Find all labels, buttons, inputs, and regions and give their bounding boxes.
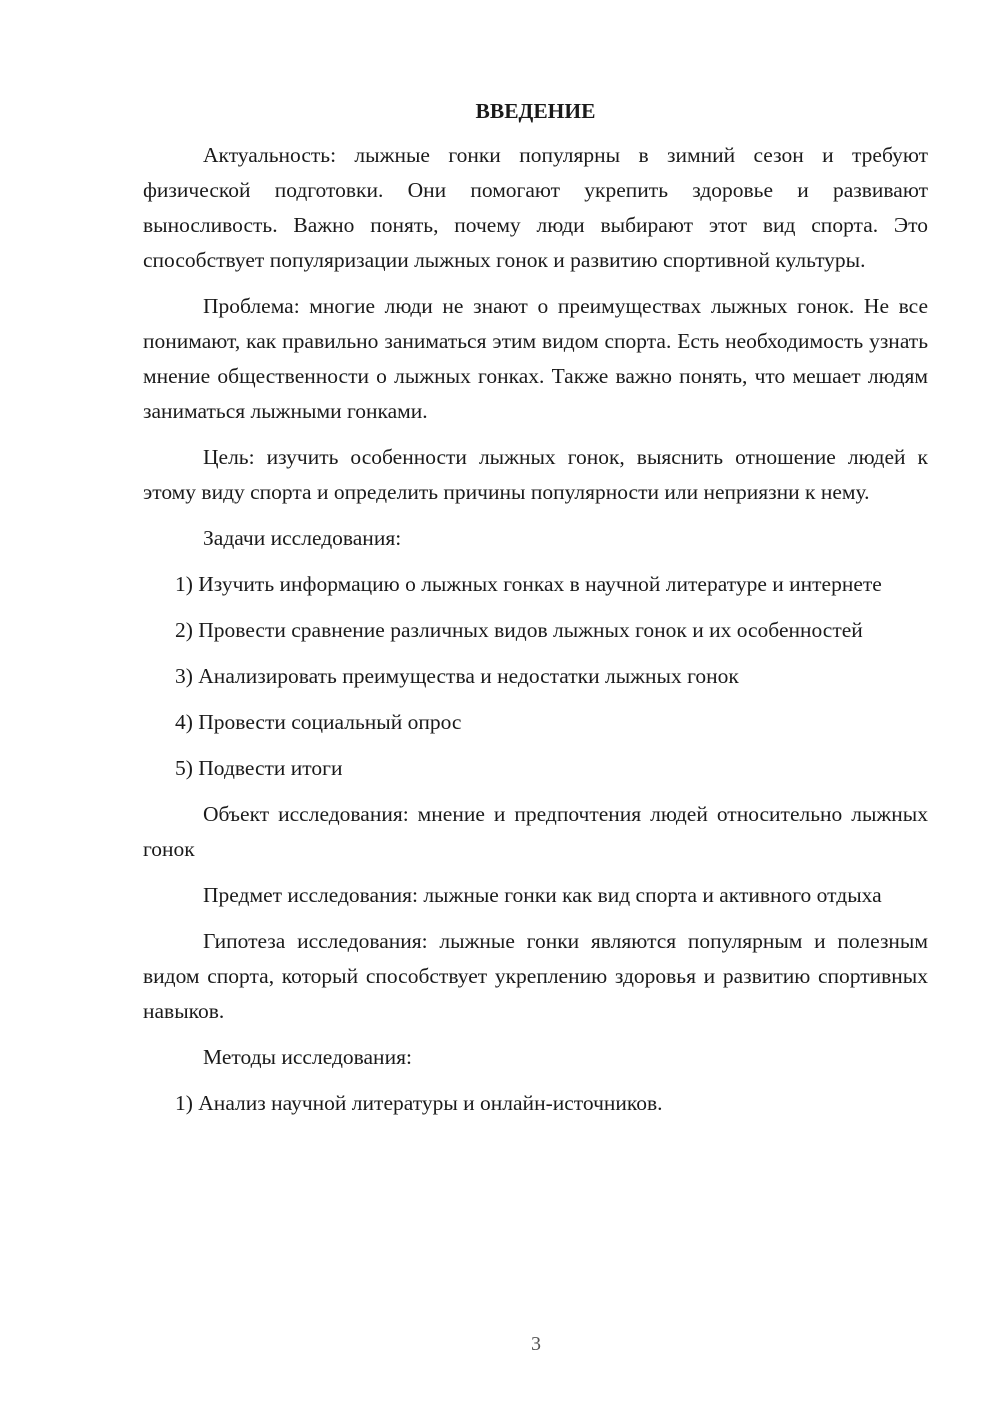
task-item-3: 3) Анализировать преимущества и недостатки лыжных гонок xyxy=(175,664,739,688)
method-item-1: 1) Анализ научной литературы и онлайн-источников. xyxy=(175,1091,663,1115)
task-item-1: 1) Изучить информацию о лыжных гонках в научной литературе и интернете xyxy=(175,572,882,596)
relevance-paragraph: Актуальность: лыжные гонки популярны в зимний сезон и требуют физической подготовки. Они помогают укрепить здоровье и развивают выносливость. Важно понять, почему люди выбирают этот вид спорта. Это способствует популяризации лыжных гонок и развитию спортивной культуры. xyxy=(143,143,928,272)
page-number: 3 xyxy=(531,1333,541,1355)
tasks-heading: Задачи исследования: xyxy=(203,526,402,550)
document-body xyxy=(143,96,928,1132)
task-item-4: 4) Провести социальный опрос xyxy=(175,710,462,734)
hypothesis-paragraph: Гипотеза исследования: лыжные гонки являются популярным и полезным видом спорта, который способствует укреплению здоровья и развитию спортивных навыков. xyxy=(143,929,928,1023)
goal-paragraph: Цель: изучить особенности лыжных гонок, выяснить отношение людей к этому виду спорта и определить причины популярности или неприязни к нему. xyxy=(143,445,928,504)
object-paragraph: Объект исследования: мнение и предпочтения людей относительно лыжных гонок xyxy=(143,802,928,861)
subject-paragraph: Предмет исследования: лыжные гонки как вид спорта и активного отдыха xyxy=(203,883,882,907)
section-title: ВВЕДЕНИЕ xyxy=(475,99,596,123)
methods-heading: Методы исследования: xyxy=(203,1045,412,1069)
problem-paragraph: Проблема: многие люди не знают о преимуществах лыжных гонок. Не все понимают, как правильно заниматься этим видом спорта. Есть необходимость узнать мнение общественности о лыжных гонках. Также важно понять, что мешает людям заниматься лыжными гонками. xyxy=(143,294,928,423)
task-item-2: 2) Провести сравнение различных видов лыжных гонок и их особенностей xyxy=(175,618,863,642)
task-item-5: 5) Подвести итоги xyxy=(175,756,343,780)
